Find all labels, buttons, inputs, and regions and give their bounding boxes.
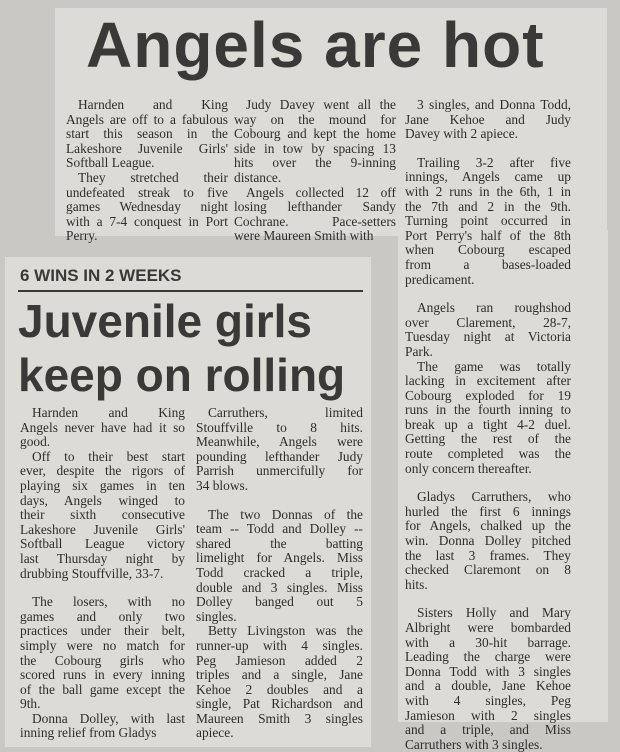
- text-line: with a 7-4 conquest in Port: [66, 213, 228, 229]
- text-line: triples and a single, Jane: [196, 667, 363, 683]
- text-line: checked Claremont on 8: [405, 562, 571, 578]
- text-line: Trailing 3-2 after five: [417, 154, 571, 170]
- text-line: when Cobourg escaped: [405, 242, 571, 258]
- text-line: ever, despite the rigors of: [20, 463, 185, 479]
- text-line: Angels collected 12 off: [246, 184, 396, 200]
- text-line: They stretched their: [78, 169, 228, 185]
- text-line: losing lefthander Sandy: [234, 199, 396, 215]
- headline-line-2: keep on rolling: [18, 349, 346, 401]
- text-line: good.: [20, 434, 51, 450]
- paragraph: [66, 171, 228, 244]
- top-story-column-2: [234, 98, 396, 244]
- text-line: drubbing Stouffville, 33-7.: [20, 565, 164, 581]
- text-line: with 4 singles, Peg: [405, 692, 571, 708]
- text-line: start this season in the: [66, 126, 228, 142]
- kicker-rule: [18, 290, 363, 292]
- text-line: Leading the charge were: [405, 649, 571, 665]
- paragraph: [405, 156, 571, 287]
- headline-angels-are-hot: Angels are hot: [86, 9, 545, 81]
- text-line: 3 singles, and Donna Todd,: [417, 97, 571, 112]
- text-line: Carruthers with 3 singles.: [405, 736, 543, 752]
- top-story-column-3: [405, 98, 571, 752]
- paragraph: [405, 490, 571, 592]
- text-line: scored runs in every inning: [20, 667, 185, 683]
- text-line: Lakeshore Juvenile Girls': [20, 521, 185, 537]
- text-line: the last 3 frames. They: [405, 547, 571, 563]
- text-line: simply were no match for: [20, 637, 185, 653]
- text-line: Kehoe 2 doubles and a: [196, 681, 363, 697]
- text-line: last Thursday night by: [20, 550, 185, 566]
- text-line: Port Perry's half of the 8th: [405, 227, 571, 243]
- text-line: Softball League.: [66, 155, 155, 171]
- text-line: innings, Angels came up: [405, 169, 571, 185]
- text-line: Angels ran roughshod: [417, 300, 571, 316]
- text-line: Angels never have had it so: [20, 419, 185, 435]
- text-line: Peg Jamieson added 2: [196, 652, 363, 668]
- text-line: Lakeshore Juvenile Girls': [66, 140, 228, 156]
- paragraph: [196, 406, 363, 494]
- text-line: Perry.: [66, 228, 98, 244]
- text-line: way on the mound for: [234, 111, 396, 127]
- text-line: their sixth consecutive: [20, 507, 185, 523]
- text-line: hurled the first 6 innings: [405, 503, 571, 519]
- text-line: hits.: [405, 576, 428, 592]
- paragraph: [405, 301, 571, 359]
- paragraph: [405, 360, 571, 477]
- paragraph: [405, 606, 571, 752]
- text-line: with 2 runs in the 6th, 1 in: [405, 183, 571, 199]
- text-line: with a 30-hit barrage.: [405, 634, 571, 650]
- paragraph: [66, 98, 228, 171]
- paragraph: [196, 624, 363, 741]
- text-line: inning relief from Gladys: [20, 725, 157, 741]
- text-line: Cobourg exploded for 19: [405, 387, 571, 403]
- paragraph: [20, 712, 185, 741]
- text-line: the 7th and 2 in the 9th.: [405, 198, 571, 214]
- text-line: shared the batting: [196, 535, 363, 551]
- text-line: Todd cracked a triple,: [196, 564, 363, 580]
- text-line: Stouffville to 8 hits.: [196, 419, 363, 435]
- paragraph-gap: [196, 494, 363, 508]
- text-line: over Clarement, 28-7,: [405, 314, 571, 330]
- text-line: Carruthers, limited: [208, 405, 363, 420]
- text-line: practices under their belt,: [20, 623, 185, 639]
- text-line: only concern thereafter.: [405, 460, 532, 476]
- text-line: Judy Davey went all the: [246, 97, 396, 112]
- text-line: games and only two: [20, 608, 185, 624]
- text-line: Tuesday night at Victoria: [405, 329, 571, 345]
- text-line: days, Angels winged to: [20, 492, 185, 508]
- text-line: of the ball game except the: [20, 681, 185, 697]
- text-line: were Maureen Smith with: [234, 228, 374, 244]
- paragraph: [20, 406, 185, 450]
- text-line: Gladys Carruthers, who: [417, 489, 571, 505]
- text-line: hits over the 9-inning: [234, 155, 396, 171]
- kicker-6-wins: 6 WINS IN 2 WEEKS: [20, 266, 182, 285]
- text-line: Jane Kehoe and Judy: [405, 111, 571, 127]
- paragraph: [20, 450, 185, 581]
- text-line: Jamieson with 2 singles: [405, 707, 571, 723]
- text-line: Dolley banged out 5: [196, 594, 363, 610]
- text-line: route completed was the: [405, 446, 571, 462]
- paragraph: [20, 595, 185, 712]
- text-line: Betty Livingston was the: [208, 623, 363, 639]
- text-line: apiece.: [196, 725, 234, 741]
- text-line: 9th.: [20, 696, 41, 712]
- text-line: runs in the fourth inning to: [405, 402, 571, 418]
- text-line: and a triple, and Miss: [405, 722, 571, 738]
- text-line: undefeated streak to five: [66, 184, 228, 200]
- text-line: Davey with 2 apiece.: [405, 126, 519, 142]
- text-line: win. Donna Dolley pitched: [405, 533, 571, 549]
- text-line: Cochrane. Pace-setters: [234, 213, 396, 229]
- paragraph-gap: [20, 581, 185, 595]
- paragraph: [234, 98, 396, 186]
- second-story-column-1: [20, 406, 185, 741]
- headline-line-1: Juvenile girls: [18, 295, 313, 347]
- paragraph: [196, 508, 363, 625]
- text-line: double and 3 singles. Miss: [196, 579, 363, 595]
- paragraph: [234, 186, 396, 244]
- text-line: for Angels, chalked up the: [405, 518, 571, 534]
- text-line: Cobourg and kept the home: [234, 126, 396, 142]
- text-line: Park.: [405, 343, 433, 359]
- text-line: Albright were bombarded: [405, 620, 571, 635]
- text-line: the Cobourg girls who: [20, 652, 185, 668]
- text-line: The two Donnas of the: [208, 506, 363, 522]
- text-line: Parrish unmercifully for: [196, 463, 363, 479]
- text-line: Sisters Holly and Mary: [417, 605, 571, 621]
- paragraph-gap: [405, 142, 571, 156]
- text-line: Harnden and King: [32, 405, 185, 420]
- text-line: and a double, Jane Kehoe: [405, 678, 571, 694]
- second-story-column-2: [196, 406, 363, 741]
- text-line: distance.: [234, 169, 282, 185]
- text-line: team -- Todd and Dolley --: [196, 521, 363, 537]
- text-line: Off to their best start: [32, 448, 185, 464]
- text-line: 34 blows.: [196, 477, 249, 493]
- text-line: games Wednesday night: [66, 199, 228, 215]
- text-line: Getting the rest of the: [405, 431, 571, 447]
- text-line: Donna Dolley, with last: [32, 710, 185, 726]
- text-line: lacking in excitement after: [405, 373, 571, 389]
- paragraph-gap: [405, 476, 571, 490]
- text-line: side in tow by spacing 13: [234, 140, 396, 156]
- text-line: The losers, with no: [32, 594, 185, 610]
- text-line: Harnden and King: [78, 97, 228, 112]
- text-line: runner-up with 4 singles.: [196, 637, 363, 653]
- text-line: Meanwhile, Angels were: [196, 434, 363, 450]
- paragraph: [405, 98, 571, 142]
- paragraph-gap: [405, 592, 571, 606]
- text-line: pounding lefthander Judy: [196, 448, 363, 464]
- text-line: from a bases-loaded: [405, 256, 571, 272]
- text-line: predicament.: [405, 271, 475, 287]
- text-line: break up a tight 4-2 duel.: [405, 416, 571, 432]
- text-line: single, Pat Richardson and: [196, 696, 363, 712]
- text-line: singles.: [196, 608, 237, 624]
- text-line: Turning point occurred in: [405, 213, 571, 229]
- top-story-column-1: [66, 98, 228, 244]
- text-line: Donna Todd with 3 singles: [405, 663, 571, 679]
- text-line: Angels are off to a fabulous: [66, 111, 228, 127]
- text-line: Softball League victory: [20, 536, 185, 552]
- text-line: The game was totally: [417, 358, 571, 374]
- text-line: limelight for Angels. Miss: [196, 550, 363, 566]
- text-line: Maureen Smith 3 singles: [196, 710, 363, 726]
- text-line: playing six games in ten: [20, 477, 185, 493]
- paragraph-gap: [405, 287, 571, 301]
